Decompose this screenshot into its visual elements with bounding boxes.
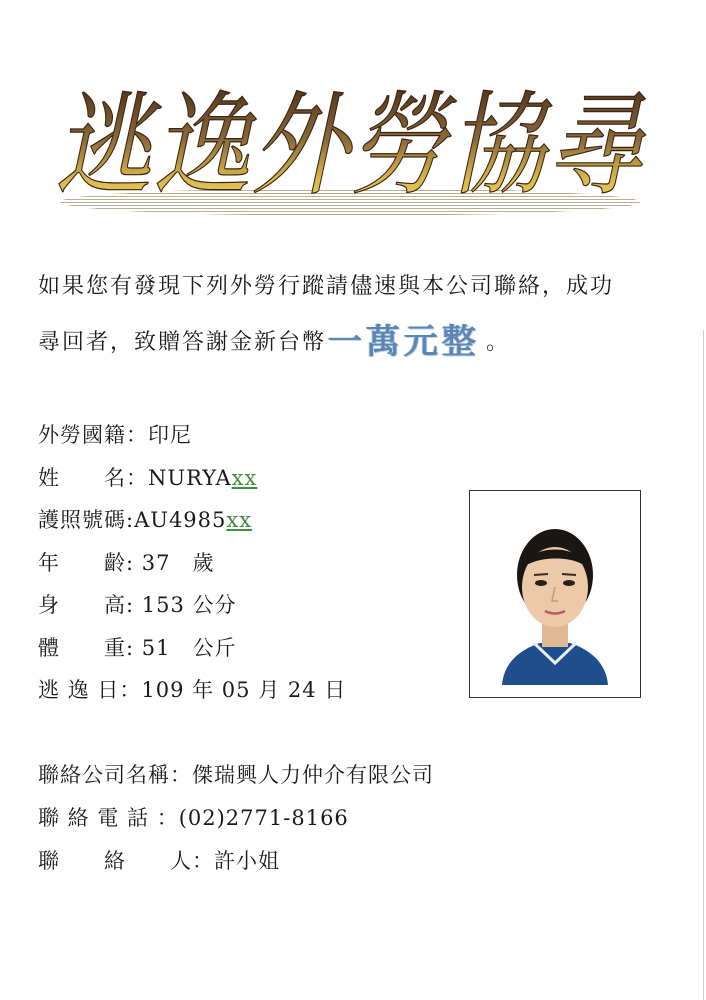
field-name xyxy=(38,461,478,504)
field-value: NURYA xyxy=(148,465,232,490)
field-height xyxy=(38,588,478,631)
contact-value: 傑瑞興人力仲介有限公司 xyxy=(192,763,434,787)
contact-label: 聯絡公司名稱： xyxy=(38,763,192,787)
intro-line-2 xyxy=(38,322,688,362)
field-value: 印尼 xyxy=(148,423,192,447)
field-label: 姓 名： xyxy=(38,465,148,490)
field-value: 37 歲 xyxy=(134,550,215,575)
field-label: 體 重: xyxy=(38,635,135,660)
contact-person xyxy=(38,844,638,887)
field-label: 護照號碼: xyxy=(38,508,135,532)
field-label: 逃 逸 日： xyxy=(38,678,142,702)
field-value: AU4985 xyxy=(134,508,227,532)
field-label: 身 高: xyxy=(38,593,135,617)
field-age xyxy=(38,546,478,589)
field-nationality xyxy=(38,418,478,461)
field-label: 外勞國籍： xyxy=(38,423,148,447)
intro-line-1: 如果您有發現下列外勞行蹤請儘速與本公司聯絡，成功 xyxy=(38,274,615,299)
field-escape-date xyxy=(38,673,478,716)
worker-photo xyxy=(469,490,641,698)
contact-phone xyxy=(38,801,638,844)
contact-info xyxy=(38,758,638,887)
intro-line-2-text: 尋回者，致贈答謝金新台幣 xyxy=(38,330,327,355)
contact-label: 聯 絡 人： xyxy=(38,849,214,873)
field-redacted-suffix: xx xyxy=(231,465,258,490)
worker-details xyxy=(38,418,478,716)
field-weight xyxy=(38,631,478,674)
field-value: 109 年 05 月 24 日 xyxy=(141,678,347,702)
field-label: 年 齡: xyxy=(38,550,135,575)
reward-amount: 一萬元整 xyxy=(328,322,481,362)
contact-company xyxy=(38,758,638,801)
field-value: 51 公斤 xyxy=(134,635,237,660)
intro-line-2-end: 。 xyxy=(486,330,511,355)
field-redacted-suffix: xx xyxy=(226,508,253,532)
poster-title xyxy=(40,52,660,222)
page-edge-line xyxy=(703,330,704,1000)
contact-value: 許小姐 xyxy=(214,849,280,873)
contact-value: (02)2771-8166 xyxy=(178,806,349,830)
portrait-image xyxy=(482,503,628,685)
title-text: 逃逸外勞協尋 xyxy=(55,81,646,211)
field-value: 153 公分 xyxy=(134,593,237,617)
field-passport xyxy=(38,503,478,546)
contact-label: 聯 絡 電 話 ： xyxy=(38,806,179,830)
